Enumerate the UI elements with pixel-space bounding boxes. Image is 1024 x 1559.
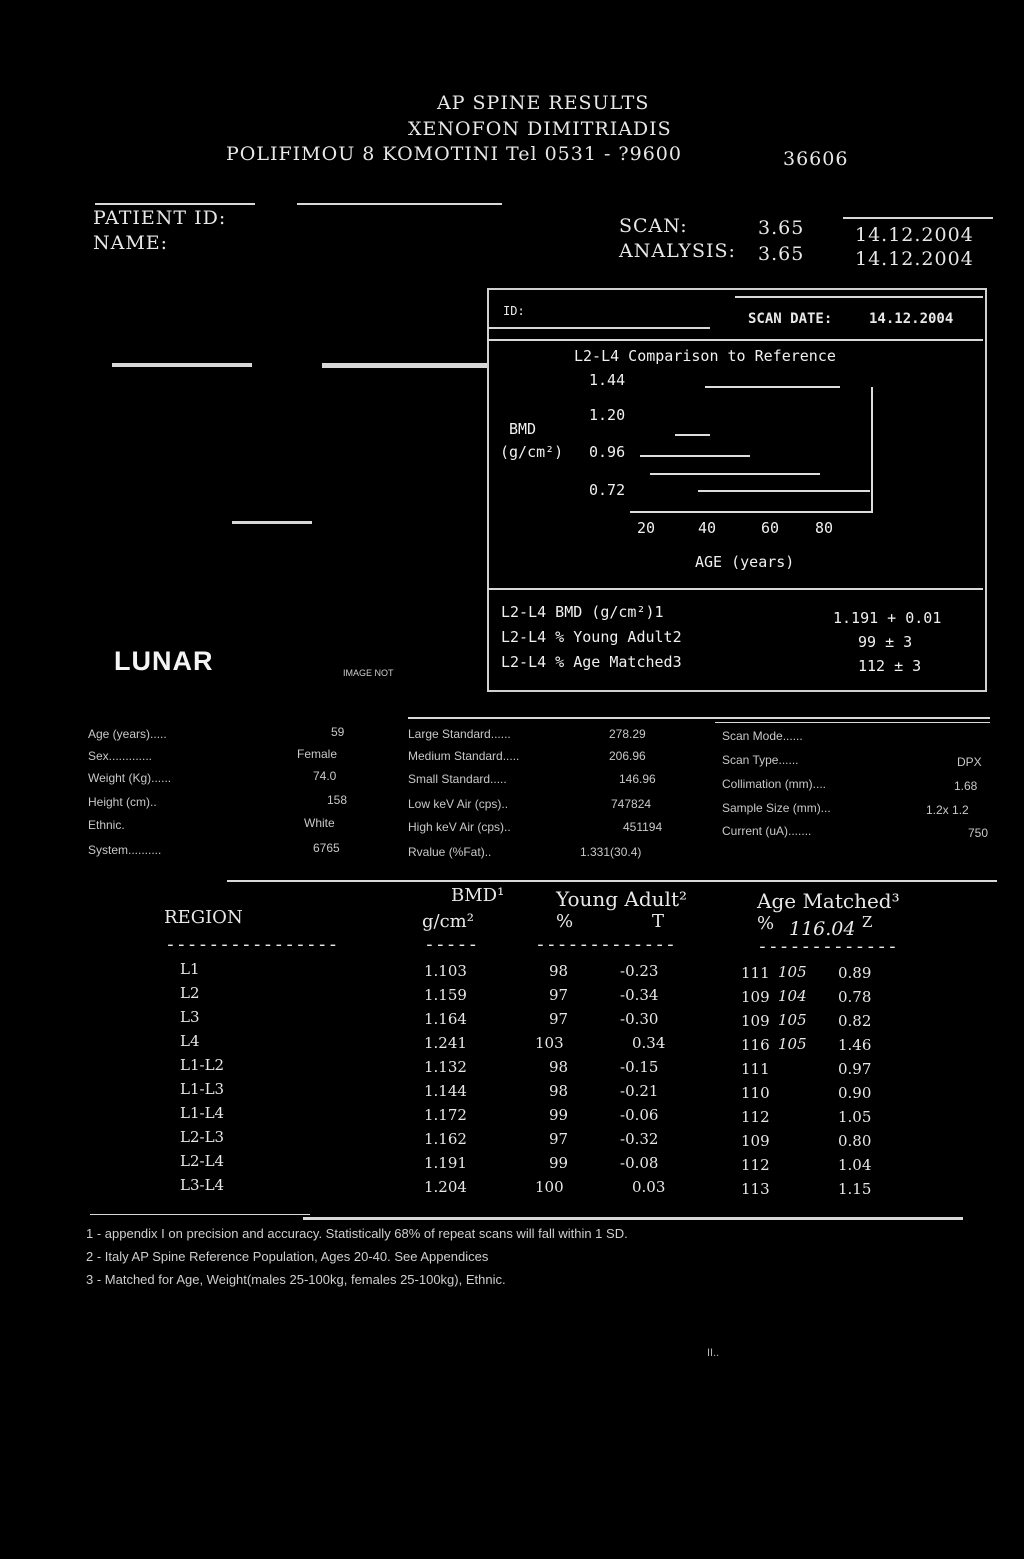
cell-bmd: 1.144 bbox=[424, 1082, 467, 1100]
chart-plot-lines bbox=[630, 375, 880, 515]
info-value: 747824 bbox=[611, 797, 652, 811]
handwritten-note: 104 bbox=[778, 987, 807, 1005]
cell-age-pct: 109 bbox=[741, 1012, 770, 1030]
patient-name-label: NAME: bbox=[93, 232, 169, 254]
cell-t-score: 0.03 bbox=[632, 1178, 666, 1196]
info-value: 146.96 bbox=[619, 772, 656, 786]
summary-young-value: 99 ± 3 bbox=[858, 633, 913, 651]
cell-region: L2-L4 bbox=[180, 1152, 225, 1170]
cell-t-score: -0.08 bbox=[620, 1154, 659, 1172]
cell-young-pct: 103 bbox=[535, 1034, 564, 1052]
cell-t-score: -0.06 bbox=[620, 1106, 659, 1124]
info-top-rule bbox=[408, 717, 990, 719]
cell-region: L4 bbox=[180, 1032, 200, 1050]
clinic-address: POLIFIMOU 8 KOMOTINI Tel 0531 - ?9600 bbox=[226, 143, 682, 165]
col-header-z: Z bbox=[862, 913, 873, 931]
image-not-label: IMAGE NOT bbox=[343, 668, 394, 678]
chart-id-rule bbox=[487, 327, 710, 329]
chart-scan-date: 14.12.2004 bbox=[869, 311, 954, 327]
x-tick-label: 80 bbox=[815, 519, 834, 537]
cell-region: L3-L4 bbox=[180, 1176, 225, 1194]
scan-date: 14.12.2004 bbox=[855, 224, 974, 246]
info-label: Sex............. bbox=[88, 749, 153, 763]
analysis-version: 3.65 bbox=[758, 243, 805, 265]
footnote-2: 2 - Italy AP Spine Reference Population, Ages 20-40. See Appendices bbox=[86, 1249, 489, 1264]
report-title: AP SPINE RESULTS bbox=[437, 92, 650, 114]
cell-young-pct: 97 bbox=[549, 1010, 569, 1028]
cell-young-pct: 99 bbox=[549, 1106, 569, 1124]
info-value: 1.68 bbox=[954, 779, 978, 793]
cell-z-score: 0.78 bbox=[838, 988, 872, 1006]
footnote-rule-left bbox=[90, 1214, 310, 1215]
patient-rule bbox=[95, 203, 255, 205]
handwritten-annotation: 116.04 bbox=[789, 918, 856, 940]
info-label: Scan Type...... bbox=[722, 753, 799, 767]
cell-young-pct: 99 bbox=[549, 1154, 569, 1172]
handwritten-note: 105 bbox=[778, 1035, 807, 1053]
info-label: High keV Air (cps).. bbox=[408, 820, 511, 834]
cell-region: L1-L3 bbox=[180, 1080, 225, 1098]
info-value: White bbox=[304, 816, 335, 830]
cell-bmd: 1.162 bbox=[424, 1130, 467, 1148]
info-top-rule-2 bbox=[715, 722, 990, 723]
col-header-young-pct: % bbox=[556, 911, 574, 932]
cell-bmd: 1.164 bbox=[424, 1010, 467, 1028]
patient-id-label: PATIENT ID: bbox=[93, 207, 227, 229]
cell-z-score: 1.05 bbox=[838, 1108, 872, 1126]
info-value: 6765 bbox=[313, 841, 340, 855]
info-label: Age (years)..... bbox=[88, 727, 167, 741]
info-label: Height (cm).. bbox=[88, 795, 157, 809]
info-value: 206.96 bbox=[609, 749, 646, 763]
cell-age-pct: 110 bbox=[741, 1084, 770, 1102]
info-value: 750 bbox=[968, 826, 989, 840]
cell-t-score: -0.32 bbox=[620, 1130, 659, 1148]
cell-t-score: -0.15 bbox=[620, 1058, 659, 1076]
info-label: Small Standard..... bbox=[408, 772, 507, 786]
divider-young: ------------- bbox=[535, 934, 676, 955]
info-label: Medium Standard..... bbox=[408, 749, 520, 763]
info-value: 74.0 bbox=[313, 769, 337, 783]
info-value: Female bbox=[297, 747, 338, 761]
cell-region: L2-L3 bbox=[180, 1128, 225, 1146]
info-value: 59 bbox=[331, 725, 345, 739]
y-tick-label: 0.96 bbox=[589, 443, 626, 461]
chart-date-top-rule bbox=[735, 296, 983, 298]
col-header-age-matched: Age Matched³ bbox=[757, 889, 900, 913]
cell-z-score: 0.89 bbox=[838, 964, 872, 982]
cell-t-score: -0.21 bbox=[620, 1082, 659, 1100]
cell-z-score: 0.80 bbox=[838, 1132, 872, 1150]
cell-bmd: 1.204 bbox=[424, 1178, 467, 1196]
info-value: 1.2x 1.2 bbox=[926, 803, 969, 817]
info-label: Sample Size (mm)... bbox=[722, 801, 831, 815]
chart-title: L2-L4 Comparison to Reference bbox=[574, 347, 836, 365]
info-value: 451194 bbox=[623, 820, 663, 834]
info-label: Scan Mode...... bbox=[722, 729, 803, 743]
x-tick-label: 40 bbox=[698, 519, 717, 537]
cell-bmd: 1.241 bbox=[424, 1034, 467, 1052]
info-label: Low keV Air (cps).. bbox=[408, 797, 509, 811]
image-rule-right bbox=[322, 363, 487, 368]
info-label: Ethnic. bbox=[88, 818, 125, 832]
x-tick-label: 60 bbox=[761, 519, 780, 537]
info-label: Current (uA)....... bbox=[722, 824, 812, 838]
cell-age-pct: 109 bbox=[741, 988, 770, 1006]
cell-bmd: 1.103 bbox=[424, 962, 467, 980]
info-label: Collimation (mm).... bbox=[722, 777, 827, 791]
chart-header-rule bbox=[487, 339, 983, 341]
cell-z-score: 0.97 bbox=[838, 1060, 872, 1078]
divider-bmd: ----- bbox=[424, 934, 479, 955]
cell-z-score: 1.04 bbox=[838, 1156, 872, 1174]
x-tick-label: 20 bbox=[637, 519, 656, 537]
cell-age-pct: 111 bbox=[741, 964, 770, 982]
summary-bmd-value: 1.191 + 0.01 bbox=[833, 609, 942, 627]
chart-ylabel-unit: (g/cm²) bbox=[500, 443, 564, 461]
info-label: Rvalue (%Fat).. bbox=[408, 845, 492, 859]
cell-z-score: 1.46 bbox=[838, 1036, 872, 1054]
cell-bmd: 1.159 bbox=[424, 986, 467, 1004]
summary-age-label: L2-L4 % Age Matched3 bbox=[501, 653, 682, 671]
chart-summary-rule bbox=[487, 588, 983, 590]
footnote-rule bbox=[303, 1217, 963, 1220]
scan-date-rule bbox=[843, 217, 993, 219]
summary-bmd-label: L2-L4 BMD (g/cm²)1 bbox=[501, 603, 664, 621]
cell-young-pct: 97 bbox=[549, 986, 569, 1004]
col-header-age-pct: % bbox=[757, 913, 775, 934]
cell-z-score: 0.82 bbox=[838, 1012, 872, 1030]
col-header-bmd: BMD¹ bbox=[451, 885, 505, 906]
info-value: 158 bbox=[327, 793, 348, 807]
cell-t-score: -0.23 bbox=[620, 962, 659, 980]
col-header-young-adult: Young Adult² bbox=[556, 887, 688, 911]
clinic-code: 36606 bbox=[783, 148, 849, 170]
cell-young-pct: 97 bbox=[549, 1130, 569, 1148]
lunar-logo: LUNAR bbox=[114, 646, 214, 676]
cell-z-score: 1.15 bbox=[838, 1180, 872, 1198]
analysis-date: 14.12.2004 bbox=[855, 248, 974, 270]
chart-scan-date-label: SCAN DATE: bbox=[748, 311, 833, 327]
cell-age-pct: 112 bbox=[741, 1156, 770, 1174]
cell-age-pct: 111 bbox=[741, 1060, 770, 1078]
info-value: 278.29 bbox=[609, 727, 646, 741]
summary-age-value: 112 ± 3 bbox=[858, 657, 922, 675]
footnote-3: 3 - Matched for Age, Weight(males 25-100kg, females 25-100kg), Ethnic. bbox=[86, 1272, 506, 1287]
cell-region: L2 bbox=[180, 984, 200, 1002]
y-tick-label: 0.72 bbox=[589, 481, 626, 499]
footnote-1: 1 - appendix I on precision and accuracy. Statistically 68% of repeat scans will fall within 1 SD. bbox=[86, 1226, 628, 1241]
cell-bmd: 1.132 bbox=[424, 1058, 467, 1076]
cell-z-score: 0.90 bbox=[838, 1084, 872, 1102]
cell-region: L1 bbox=[180, 960, 200, 978]
cell-bmd: 1.172 bbox=[424, 1106, 467, 1124]
cell-t-score: -0.34 bbox=[620, 986, 659, 1004]
cell-young-pct: 98 bbox=[549, 1058, 569, 1076]
page-mark: II.. bbox=[707, 1347, 720, 1359]
table-top-rule bbox=[227, 880, 997, 882]
cell-region: L3 bbox=[180, 1008, 200, 1026]
col-header-region: REGION bbox=[164, 907, 243, 928]
chart-id-label: ID: bbox=[503, 304, 525, 318]
handwritten-note: 105 bbox=[778, 1011, 807, 1029]
cell-age-pct: 113 bbox=[741, 1180, 770, 1198]
y-tick-label: 1.44 bbox=[589, 371, 626, 389]
y-tick-label: 1.20 bbox=[589, 406, 626, 424]
cell-age-pct: 109 bbox=[741, 1132, 770, 1150]
analysis-label: ANALYSIS: bbox=[619, 240, 736, 262]
info-value: 1.331(30.4) bbox=[580, 845, 642, 859]
doctor-name: XENOFON DIMITRIADIS bbox=[408, 118, 672, 140]
info-label: Weight (Kg)...... bbox=[88, 771, 172, 785]
cell-young-pct: 98 bbox=[549, 1082, 569, 1100]
chart-ylabel-bmd: BMD bbox=[509, 420, 537, 438]
cell-region: L1-L4 bbox=[180, 1104, 225, 1122]
cell-t-score: -0.30 bbox=[620, 1010, 659, 1028]
cell-age-pct: 112 bbox=[741, 1108, 770, 1126]
cell-region: L1-L2 bbox=[180, 1056, 225, 1074]
scan-label: SCAN: bbox=[619, 215, 688, 237]
cell-t-score: 0.34 bbox=[632, 1034, 666, 1052]
patient-rule-2 bbox=[297, 203, 502, 205]
info-label: System.......... bbox=[88, 843, 162, 857]
cell-age-pct: 116 bbox=[741, 1036, 770, 1054]
info-label: Large Standard...... bbox=[408, 727, 511, 741]
divider-region: ---------------- bbox=[165, 934, 339, 955]
info-value: DPX bbox=[957, 755, 982, 769]
summary-young-label: L2-L4 % Young Adult2 bbox=[501, 628, 682, 646]
cell-young-pct: 100 bbox=[535, 1178, 564, 1196]
scan-version: 3.65 bbox=[758, 217, 805, 239]
handwritten-note: 105 bbox=[778, 963, 807, 981]
col-header-unit: g/cm² bbox=[422, 911, 474, 932]
col-header-t: T bbox=[652, 911, 665, 932]
chart-xlabel: AGE (years) bbox=[695, 553, 795, 571]
cell-bmd: 1.191 bbox=[424, 1154, 467, 1172]
image-rule-mid bbox=[232, 521, 312, 524]
cell-young-pct: 98 bbox=[549, 962, 569, 980]
divider-age: ------------- bbox=[757, 936, 898, 957]
image-rule-left bbox=[112, 363, 252, 367]
